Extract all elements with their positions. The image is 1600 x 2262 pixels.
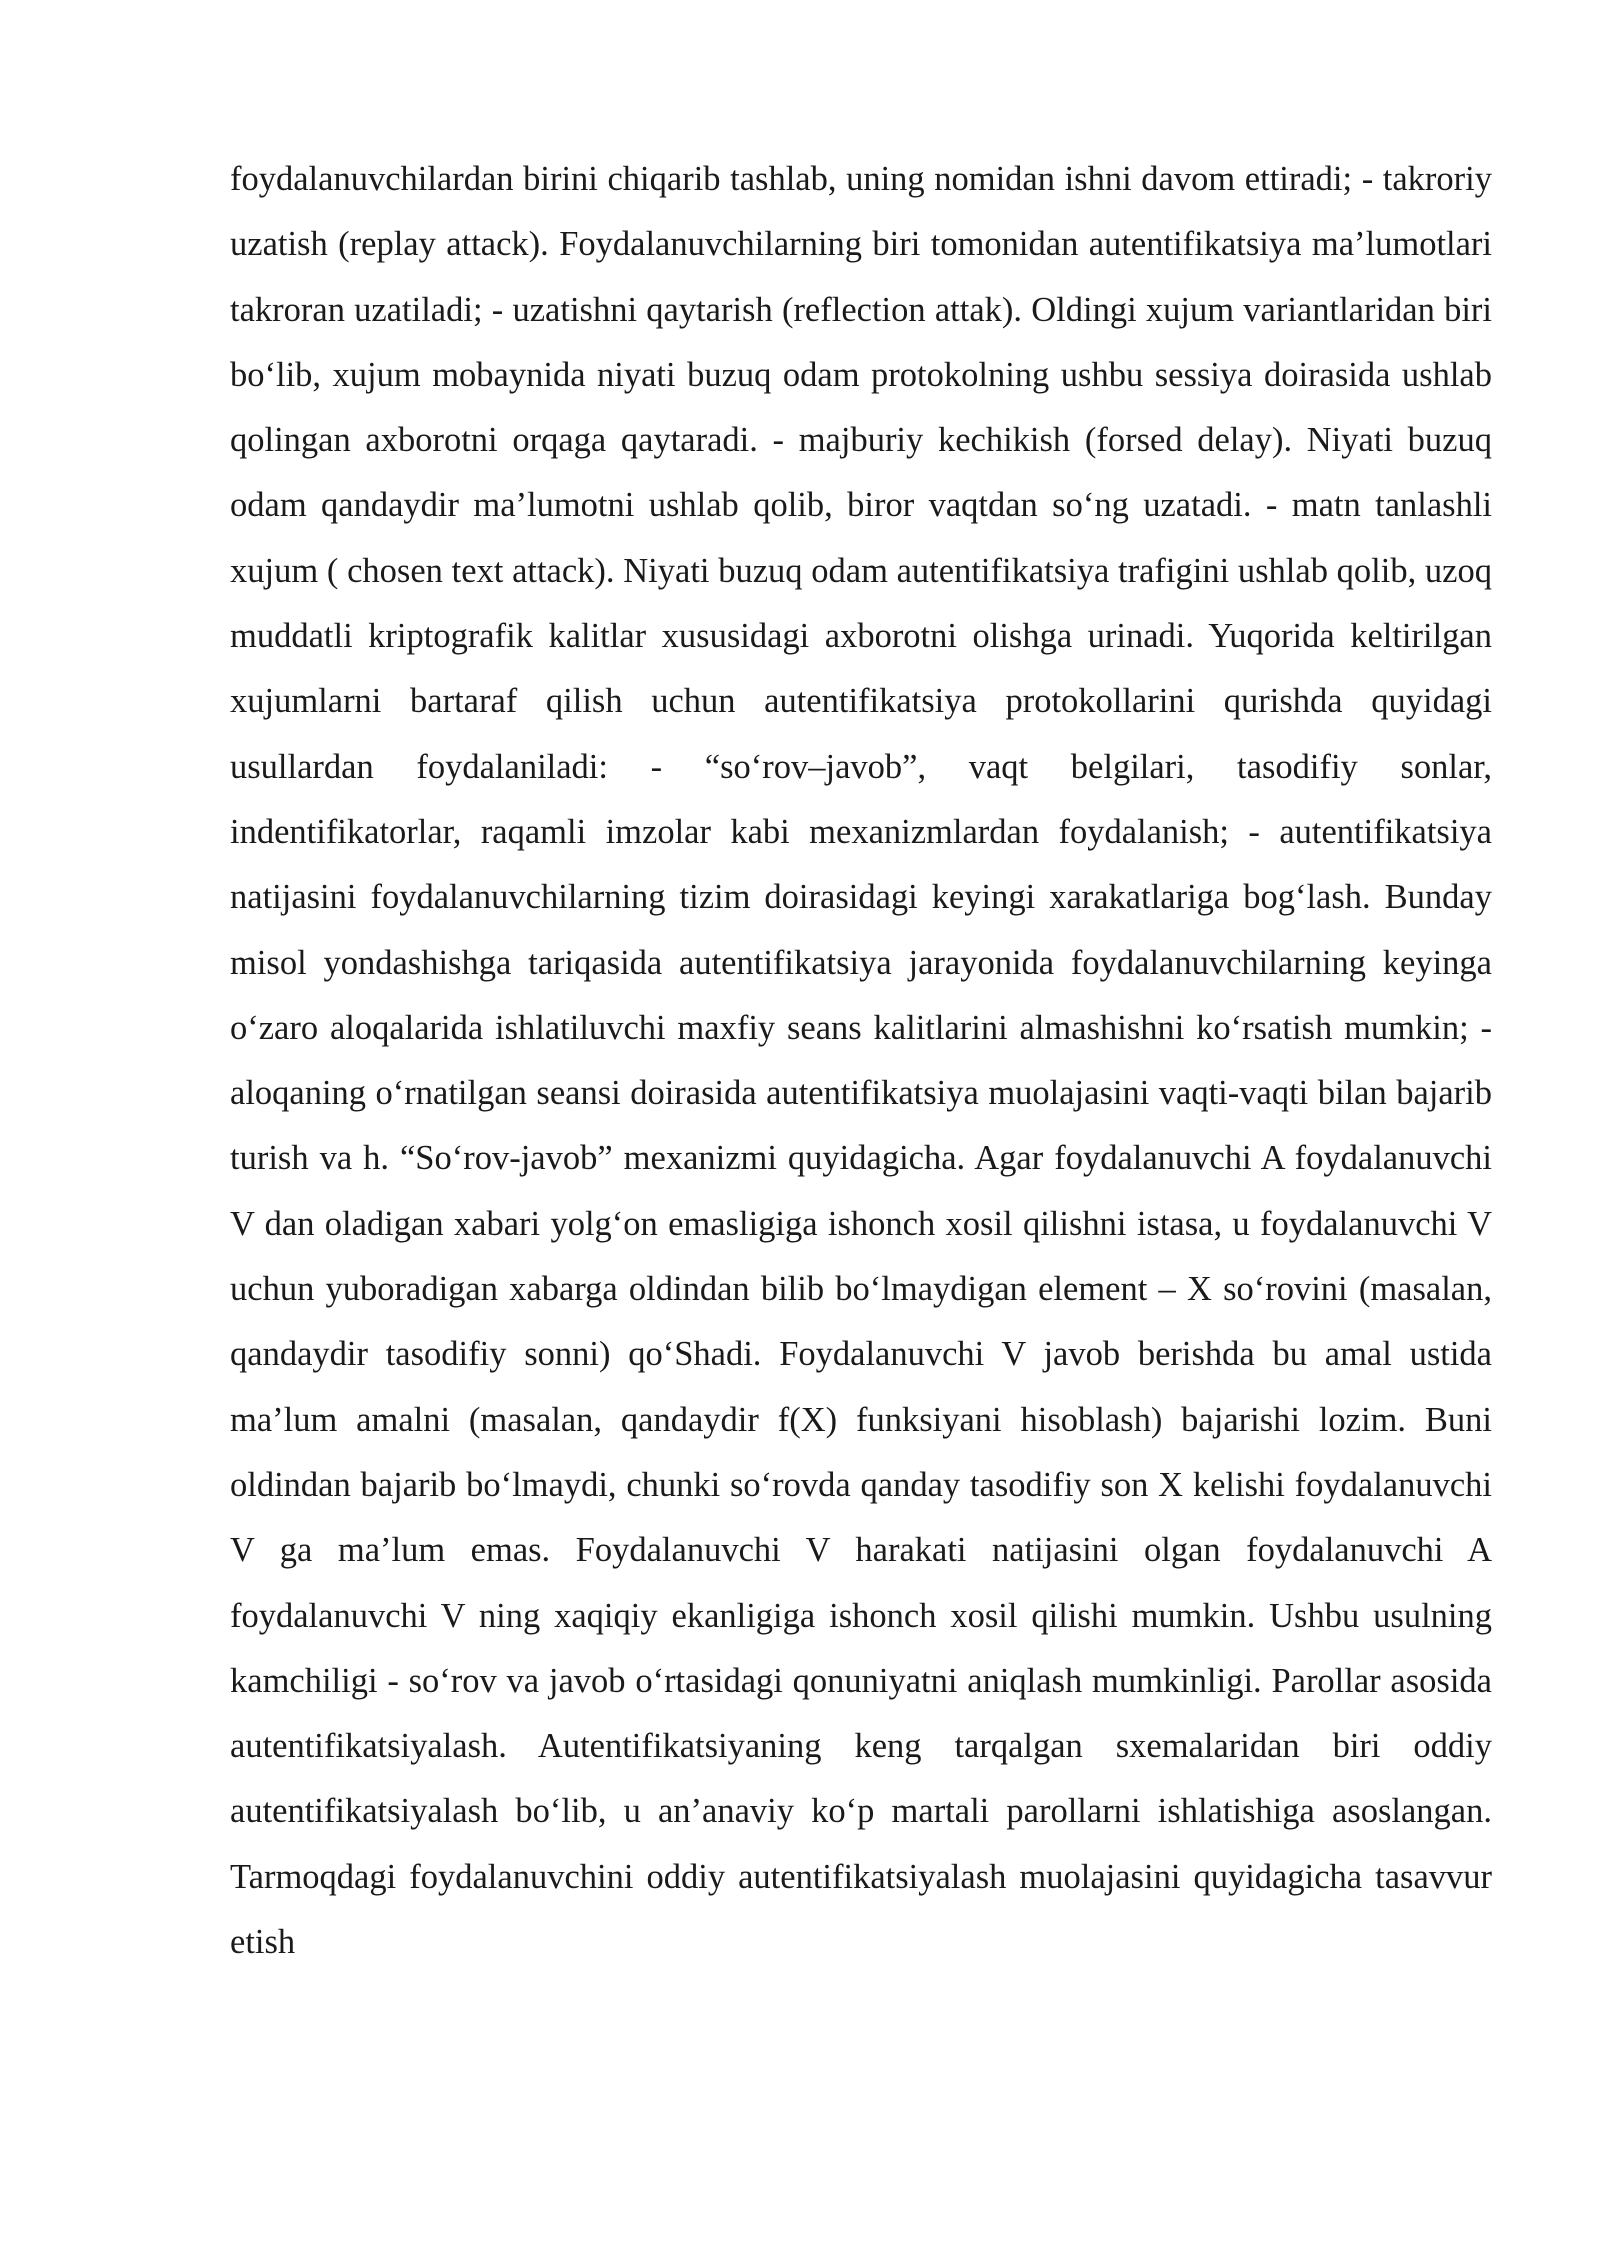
body-paragraph: foydalanuvchilardan birini chiqarib tashlab, uning nomidan ishni davom ettiradi; - takroriy uzatish (replay attack). Foydalanuvchilarning biri tomonidan autentifikatsiya ma’lumotlari takroran uzatiladi; - uzatishni qaytarish (reflection attak). Oldingi xujum variantlaridan biri bo‘lib, xujum mobaynida niyati buzuq odam protokolning ushbu sessiya doirasida ushlab qolingan axborotni orqaga qaytaradi. - majburiy kechikish (forsed delay). Niyati buzuq odam qandaydir ma’lumotni ushlab qolib, biror vaqtdan so‘ng uzatadi. - matn tanlashli xujum ( chosen text attack). Niyati buzuq odam autentifikatsiya trafigini ushlab qolib, uzoq muddatli kriptografik kalitlar xususidagi axborotni olishga urinadi. Yuqorida keltirilgan xujumlarni bartaraf qilish uchun autentifikatsiya protokollarini qurishda quyidagi usullardan foydalaniladi: - “so‘rov–javob”, vaqt belgilari, tasodifiy sonlar, indentifikatorlar, raqamli imzolar kabi mexanizmlardan foydalanish; - autentifikatsiya natijasini foydalanuvchilarning tizim doirasidagi keyingi xarakatlariga bog‘lash. Bunday misol yondashishga tariqasida autentifikatsiya jarayonida foydalanuvchilarning keyinga o‘zaro aloqalarida ishlatiluvchi maxfiy seans kalitlarini almashishni ko‘rsatish mumkin; - aloqaning o‘rnatilgan seansi doirasida autentifikatsiya muolajasini vaqti-vaqti bilan bajarib turish va h. “So‘rov-javob” mexanizmi quyidagicha. Agar foydalanuvchi A foydalanuvchi V dan oladigan xabari yolg‘on emasligiga ishonch xosil qilishni istasa, u foydalanuvchi V uchun yuboradigan xabarga oldindan bilib bo‘lmaydigan element – X so‘rovini (masalan, qandaydir tasodifiy sonni) qo‘Shadi. Foydalanuvchi V javob berishda bu amal ustida ma’lum amalni (masalan, qandaydir f(X) funksiyani hisoblash) bajarishi lozim. Buni oldindan bajarib bo‘lmaydi, chunki so‘rovda qanday tasodifiy son X kelishi foydalanuvchi V ga ma’lum emas. Foydalanuvchi V harakati natijasini olgan foydalanuvchi A foydalanuvchi V ning xaqiqiy ekanligiga ishonch xosil qilishi mumkin. Ushbu usulning kamchiligi - so‘rov va javob o‘rtasidagi qonuniyatni aniqlash mumkinligi. Parollar asosida autentifikatsiyalash. Autentifikatsiyaning keng tarqalgan sxemalaridan biri oddiy autentifikatsiyalash bo‘lib, u an’anaviy ko‘p martali parollarni ishlatishiga asoslangan. Tarmoqdagi foydalanuvchini oddiy autentifikatsiyalash muolajasini quyidagicha tasavvur etish	[230, 160, 1492, 1962]
